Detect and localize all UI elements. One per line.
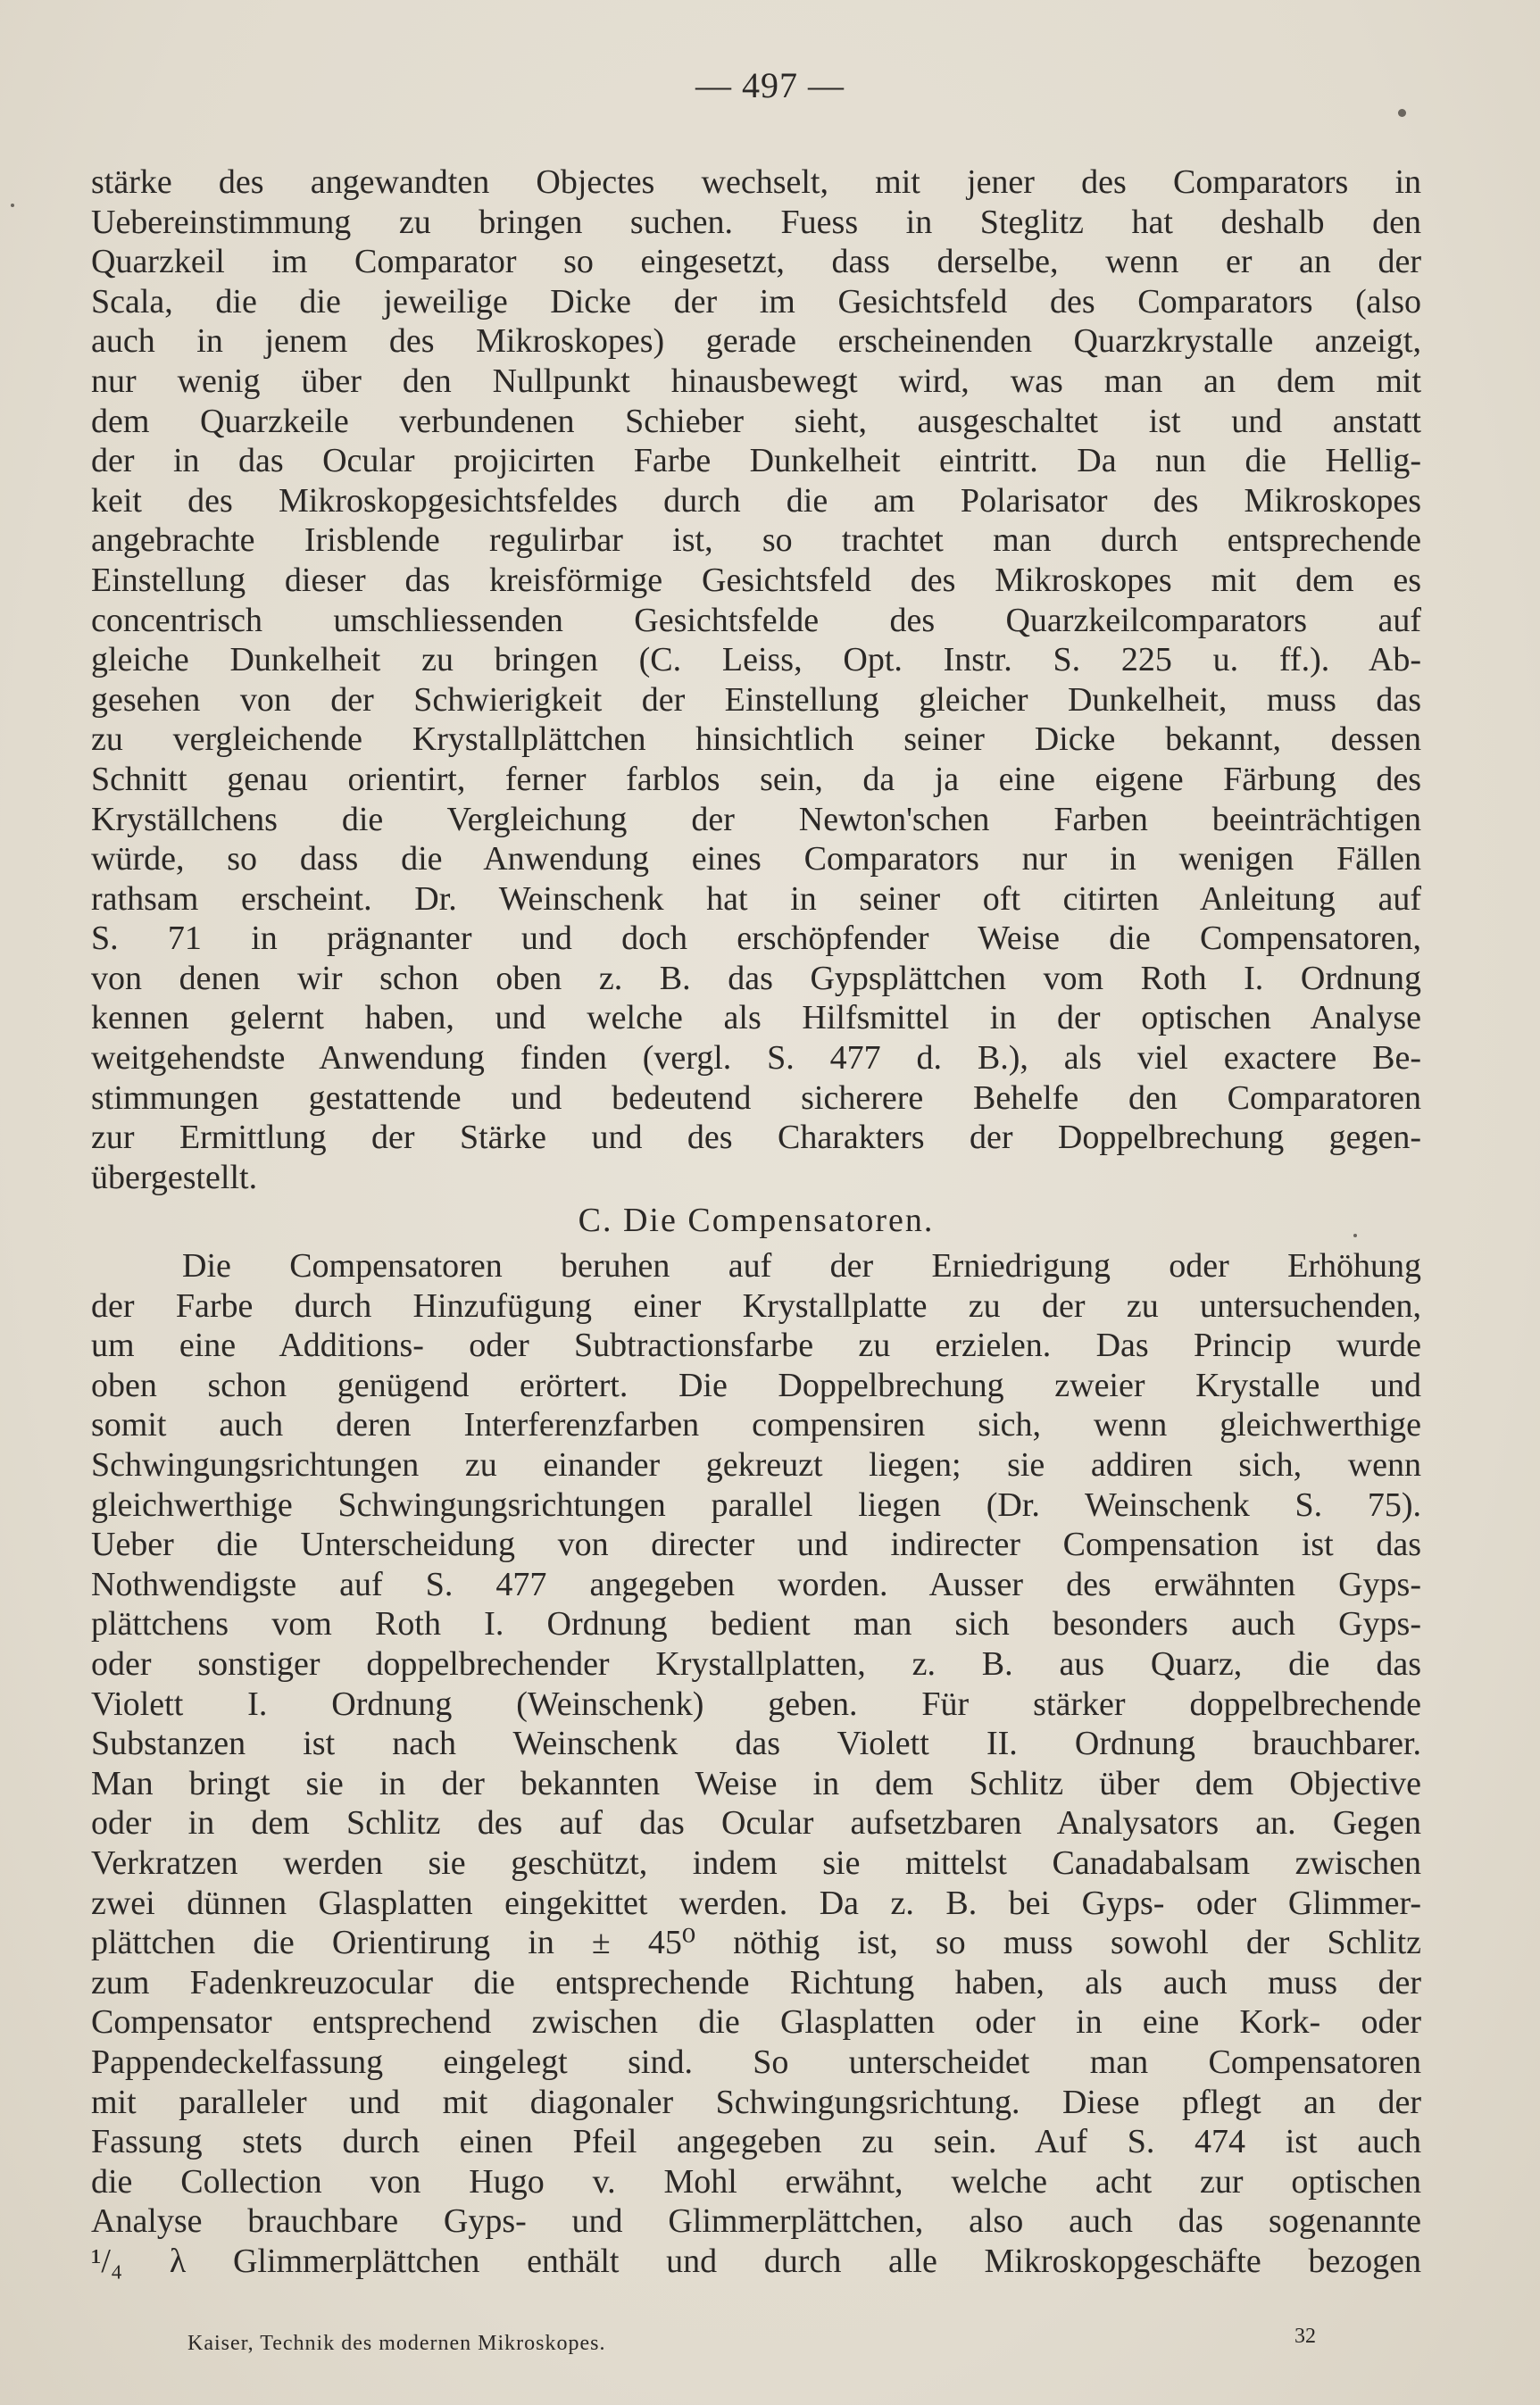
text-line: Compensator entsprechend zwischen die Glasplatten oder in eine Kork- oder <box>91 2003 1421 2042</box>
text-line: gesehen von der Schwierigkeit der Einstellung gleicher Dunkelheit, muss das <box>91 680 1421 719</box>
text-line: Nothwendigste auf S. 477 angegeben worden. Ausser des erwähnten Gyps- <box>91 1565 1421 1603</box>
text-line: mit paralleler und mit diagonaler Schwingungsrichtung. Diese pflegt an der <box>91 2083 1421 2121</box>
page-number: — 497 — <box>695 65 845 105</box>
text-line: Schwingungsrichtungen zu einander gekreuzt liegen; sie addiren sich, wenn <box>91 1446 1421 1484</box>
text-line: angebrachte Irisblende regulirbar ist, so trachtet man durch entsprechende <box>91 521 1421 560</box>
text-line: oder sonstiger doppelbrechender Krystallplatten, z. B. aus Quarz, die das <box>91 1644 1421 1683</box>
text-line: stimmungen gestattende und bedeutend sicherere Behelfe den Comparatoren <box>91 1078 1421 1117</box>
text-line: der Farbe durch Hinzufügung einer Krystallplatte zu der zu untersuchenden, <box>91 1286 1421 1325</box>
text-line: plättchens vom Roth I. Ordnung bedient man sich besonders auch Gyps- <box>91 1605 1421 1644</box>
text-line: dem Quarzkeile verbundenen Schieber sieht, ausgeschaltet ist und anstatt <box>91 402 1421 440</box>
text-line: somit auch deren Interferenzfarben compensiren sich, wenn gleichwerthige <box>91 1406 1421 1444</box>
text-line: Scala, die die jeweilige Dicke der im Gesichtsfeld des Comparators (also <box>91 282 1421 320</box>
text-line: Pappendeckelfassung eingelegt sind. So unterscheidet man Compensatoren <box>91 2043 1421 2081</box>
text-line: würde, so dass die Anwendung eines Comparators nur in wenigen Fällen <box>91 840 1421 878</box>
text-line: die Collection von Hugo v. Mohl erwähnt, welche acht zur optischen <box>91 2162 1421 2201</box>
text-line: der in das Ocular projicirten Farbe Dunkelheit eintritt. Da nun die Hellig- <box>91 442 1421 480</box>
text-line: ¹/₄ λ Glimmerplättchen enthält und durch alle Mikroskopgeschäfte bezogen <box>91 2242 1421 2280</box>
text-line: Violett I. Ordnung (Weinschenk) geben. Für stärker doppelbrechende <box>91 1685 1421 1723</box>
page-footer <box>187 2325 1348 2359</box>
text-line: Ueber die Unterscheidung von directer und indirecter Compensation ist das <box>91 1526 1421 1564</box>
section-heading: C. Die Compensatoren. <box>578 1202 935 1240</box>
text-line: S. 71 in prägnanter und doch erschöpfender Weise die Compensatoren, <box>91 920 1421 958</box>
text-line: keit des Mikroskopgesichtsfeldes durch die am Polarisator des Mikroskopes <box>91 481 1421 520</box>
text-line: Kryställchens die Vergleichung der Newton'schen Farben beeinträchtigen <box>91 800 1421 838</box>
paragraph-compensatoren <box>91 1246 1421 2281</box>
text-line: oben schon genügend erörtert. Die Doppelbrechung zweier Krystalle und <box>91 1366 1421 1404</box>
paragraph-continued <box>91 162 1421 1197</box>
text-line: Substanzen ist nach Weinschenk das Violett II. Ordnung brauchbarer. <box>91 1725 1421 1763</box>
ink-speck <box>1398 109 1406 117</box>
text-line: zu vergleichende Krystallplättchen hinsichtlich seiner Dicke bekannt, dessen <box>91 720 1421 759</box>
text-line: Uebereinstimmung zu bringen suchen. Fuess in Steglitz hat deshalb den <box>91 203 1421 241</box>
text-line: zur Ermittlung der Stärke und des Charakters der Doppelbrechung gegen- <box>91 1119 1421 1157</box>
text-line: zwei dünnen Glasplatten eingekittet werden. Da z. B. bei Gyps- oder Glimmer- <box>91 1884 1421 1922</box>
text-line: Verkratzen werden sie geschützt, indem sie mittelst Canadabalsam zwischen <box>91 1843 1421 1882</box>
text-line: von denen wir schon oben z. B. das Gypsplättchen vom Roth I. Ordnung <box>91 959 1421 997</box>
text-line: Analyse brauchbare Gyps- und Glimmerplättchen, also auch das sogenannte <box>91 2202 1421 2241</box>
text-line: stärke des angewandten Objectes wechselt, mit jener des Comparators in <box>91 163 1421 201</box>
text-line: Schnitt genau orientirt, ferner farblos sein, da ja eine eigene Färbung des <box>91 760 1421 798</box>
text-line: übergestellt. <box>91 1158 258 1196</box>
body-text <box>91 162 1421 2281</box>
text-line: plättchen die Orientirung in ± 45⁰ nöthig ist, so muss sowohl der Schlitz <box>91 1924 1421 1962</box>
text-line: zum Fadenkreuzocular die entsprechende Richtung haben, als auch muss der <box>91 1963 1421 2001</box>
text-line: gleichwerthige Schwingungsrichtungen parallel liegen (Dr. Weinschenk S. 75). <box>91 1485 1421 1524</box>
text-line: nur wenig über den Nullpunkt hinausbewegt wird, was man an dem mit <box>91 362 1421 400</box>
text-line: oder in dem Schlitz des auf das Ocular aufsetzbaren Analysators an. Gegen <box>91 1804 1421 1843</box>
text-line: rathsam erscheint. Dr. Weinschenk hat in seiner oft citirten Anleitung auf <box>91 879 1421 918</box>
text-line: weitgehendste Anwendung finden (vergl. S. 477 d. B.), als viel exactere Be- <box>91 1039 1421 1078</box>
text-line: Quarzkeil im Comparator so eingesetzt, dass derselbe, wenn er an der <box>91 243 1421 281</box>
footer-book-title: Kaiser, Technik des modernen Mikroskopes. <box>187 2332 606 2355</box>
text-line: Die Compensatoren beruhen auf der Erniedrigung oder Erhöhung <box>182 1247 1421 1286</box>
text-line: Einstellung dieser das kreisförmige Gesichtsfeld des Mikroskopes mit dem es <box>91 561 1421 599</box>
text-line: gleiche Dunkelheit zu bringen (C. Leiss, Opt. Instr. S. 225 u. ff.). Ab- <box>91 641 1421 679</box>
ink-speck <box>11 204 14 207</box>
text-line: Fassung stets durch einen Pfeil angegeben zu sein. Auf S. 474 ist auch <box>91 2123 1421 2161</box>
text-line: auch in jenem des Mikroskopes) gerade erscheinenden Quarzkrystalle anzeigt, <box>91 322 1421 361</box>
text-line: Man bringt sie in der bekannten Weise in dem Schlitz über dem Objective <box>91 1764 1421 1802</box>
footer-signature-mark: 32 <box>1294 2325 1316 2348</box>
text-line: kennen gelernt haben, und welche als Hilfsmittel in der optischen Analyse <box>91 999 1421 1037</box>
text-line: um eine Additions- oder Subtractionsfarbe zu erzielen. Das Princip wurde <box>91 1327 1421 1365</box>
text-line: concentrisch umschliessenden Gesichtsfelde des Quarzkeilcomparators auf <box>91 601 1421 639</box>
